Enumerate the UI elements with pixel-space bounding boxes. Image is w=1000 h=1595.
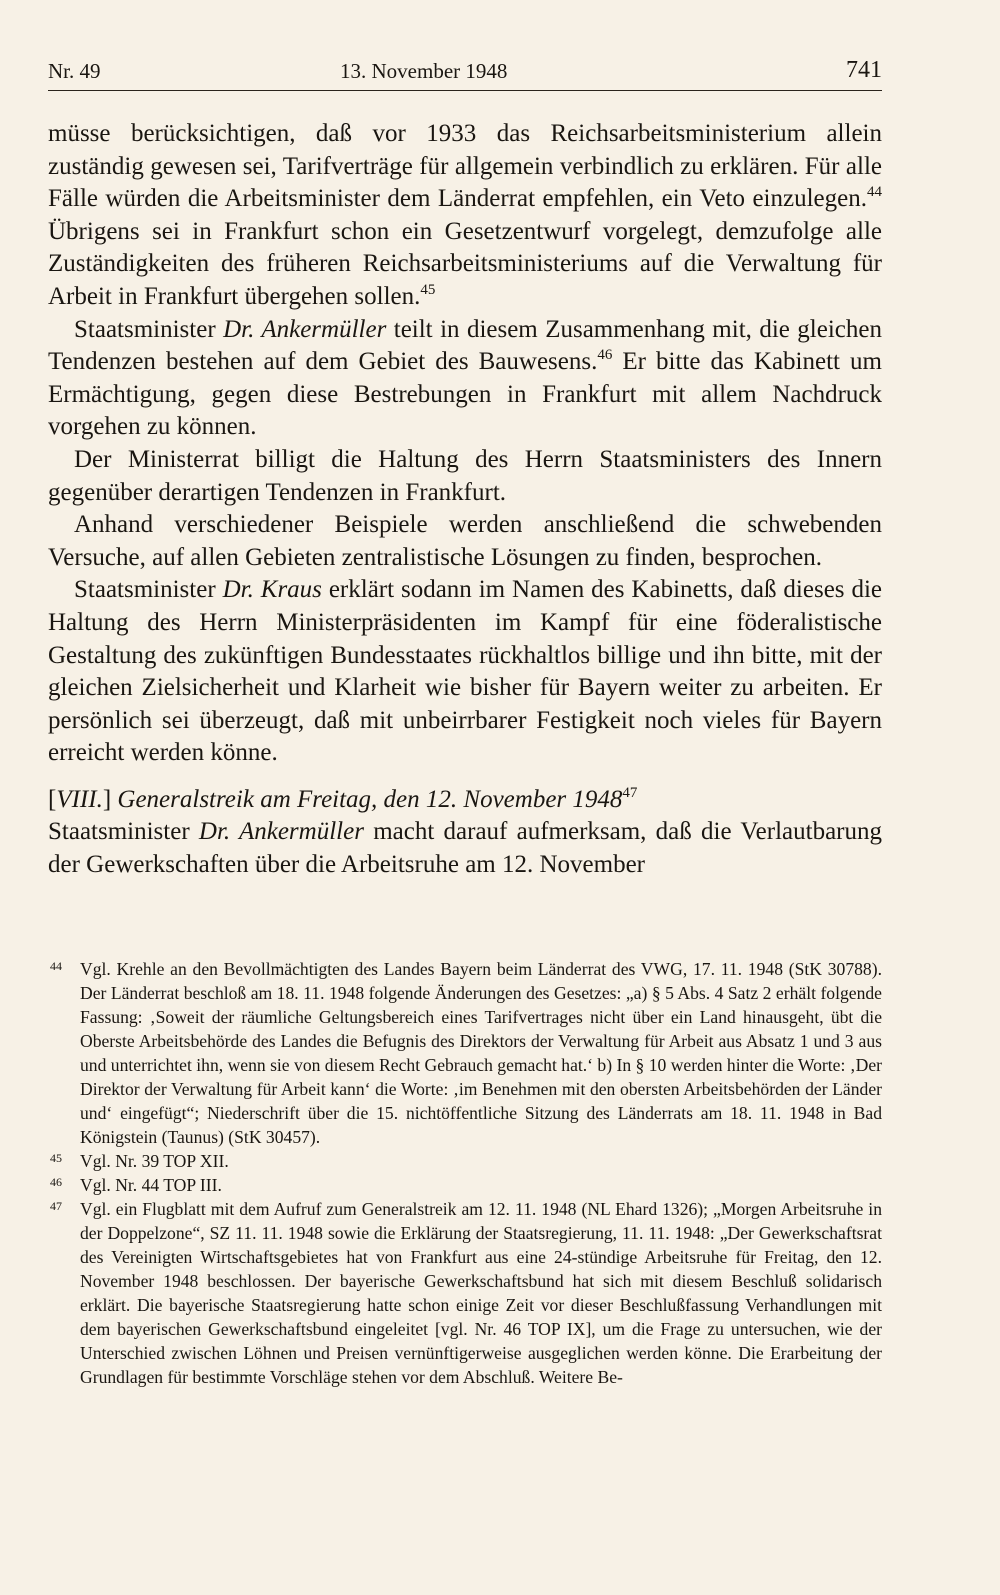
footnote	[50, 1173, 882, 1197]
page-number: 741	[846, 57, 882, 83]
footnote-number: 44	[50, 959, 62, 973]
paragraph: Anhand verschiedener Beispiele werden anschließend die schwebenden Versuche, auf allen Gebieten zentralistische Lösungen zu finden, besprochen.	[48, 511, 882, 571]
footnote-ref: 45	[420, 281, 436, 298]
main-text	[48, 118, 882, 882]
footnote-text: Vgl. Nr. 44 TOP III.	[80, 1175, 222, 1195]
footnote-text: Vgl. Krehle an den Bevollmächtigten des Landes Bayern beim Länderrat des VWG, 17. 11. 1948 (StK 30788). Der Länderrat beschloß am 18. 11. 1948 folgende Änderungen des Gesetzes: „a) § 5 Abs. 4 Satz 2 erhält folgende Fassung: ‚Soweit der räumliche Geltungsbereich eines Tarifvertrages nicht über ein Land hinausgeht, übt die Oberste Arbeitsbehörde des Landes die Befugnis des Direktors der Verwaltung für Arbeit aus Absatz 1 und 3 aus und unterrichtet ihn, wenn sie von diesem Recht Gebrauch gemacht hat.‘ b) In § 10 werden hinter die Worte: ‚Der Direktor der Verwaltung für Arbeit kann‘ die Worte: ‚im Benehmen mit den obersten Arbeitsbehörden der Länder und‘ eingefügt“; Niederschrift über die 15. nichtöffentliche Sitzung des Länderrats am 18. 11. 1948 in Bad Königstein (Taunus) (StK 30457).	[80, 959, 882, 1147]
paragraph: Staatsminister Dr. Ankermüller macht darauf aufmerksam, daß die Verlautbarung der Gewerkschaften über die Arbeitsruhe am 12. November	[48, 818, 882, 879]
footnote-number: 46	[50, 1175, 62, 1189]
footnote-text: Vgl. ein Flugblatt mit dem Aufruf zum Generalstreik am 12. 11. 1948 (NL Ehard 1326); „Morgen Arbeitsruhe in der Doppelzone“, SZ 11. 11. 1948 sowie die Erklärung der Staatsregierung, 11. 11. 1948: „Der Gewerkschaftsrat des Vereinigten Wirtschaftsgebietes hat von Frankfurt aus eine 24-stündige Arbeitsruhe für Freitag, den 12. November 1948 beschlossen. Der bayerische Gewerkschaftsbund hat sich mit diesem Beschluß solidarisch erklärt. Die bayerische Staatsregierung hatte schon einige Zeit vor dieser Beschlußfassung Verhandlungen mit dem bayerischen Gewerkschaftsbund eingeleitet [vgl. Nr. 46 TOP IX], um die Frage zu untersuchen, wie der Unterschied zwischen Löhnen und Preisen vernünftigerweise ausgeglichen werden könne. Die Erarbeitung der Grundlagen für bestimmte Vorschläge stehen vor dem Abschluß. Weitere Be-	[80, 1199, 882, 1387]
footnotes	[50, 957, 882, 1389]
document-number: Nr. 49	[48, 59, 101, 83]
person-name: Dr. Ankermüller	[198, 818, 364, 846]
running-header	[48, 50, 882, 91]
footnote-text: Vgl. Nr. 39 TOP XII.	[80, 1151, 229, 1171]
footnote	[50, 1197, 882, 1389]
footnote-number: 45	[50, 1151, 62, 1165]
section-title: Generalstreik am Freitag, den 12. November 1948	[117, 785, 623, 813]
paragraph: Der Ministerrat billigt die Haltung des Herrn Staatsministers des Innern gegenüber derartigen Tendenzen in Frankfurt.	[48, 445, 882, 506]
person-name: Dr. Ankermüller	[223, 315, 387, 343]
person-name: Dr. Kraus	[222, 576, 322, 604]
header-date: 13. November 1948	[340, 59, 508, 83]
footnote-ref: 44	[867, 183, 882, 200]
footnote	[50, 1149, 882, 1173]
footnote-number: 47	[50, 1199, 62, 1213]
section-heading: [VIII.] Generalstreik am Freitag, den 12. November 1948$^{47}$	[48, 784, 638, 813]
footnote-ref: 47	[622, 784, 638, 801]
paragraph: müsse berücksichtigen, daß vor 1933 das Reichsarbeitsministerium allein zuständig gewesen sei, Tarifverträge für allgemein verbindlich zu erklären. Für alle Fälle würden die Arbeitsminister dem Länderrat empfehlen, ein Veto einzulegen.$^{44}$ Übrigens sei in Frankfurt schon ein Gesetzentwurf vorgelegt, demzufolge alle Zuständigkeiten des früheren Reichsarbeitsministeriums auf die Verwaltung für Arbeit in Frankfurt übergehen sollen.$^{45}$	[48, 120, 882, 310]
paragraph: Staatsminister Dr. Kraus erklärt sodann im Namen des Kabinetts, daß dieses die Haltung des Herrn Ministerpräsidenten im Kampf für eine föderalistische Gestaltung des zukünftigen Bundesstaates rückhaltlos billige und ihn bitte, mit der gleichen Zielsicherheit und Klarheit wie bisher für Bayern weiter zu arbeiten. Er persönlich sei überzeugt, daß mit unbeirrbarer Festigkeit noch vieles für Bayern erreicht werden könne.	[48, 576, 882, 767]
footnote-ref: 46	[597, 346, 613, 363]
paragraph: Staatsminister Dr. Ankermüller teilt in diesem Zusammenhang mit, die gleichen Tendenzen bestehen auf dem Gebiet des Bauwesens.$^{46}$ Er bitte das Kabinett um Ermächtigung, gegen diese Bestrebungen in Frankfurt mit allem Nachdruck vorgehen zu können.	[48, 315, 882, 441]
footnote	[50, 957, 882, 1149]
